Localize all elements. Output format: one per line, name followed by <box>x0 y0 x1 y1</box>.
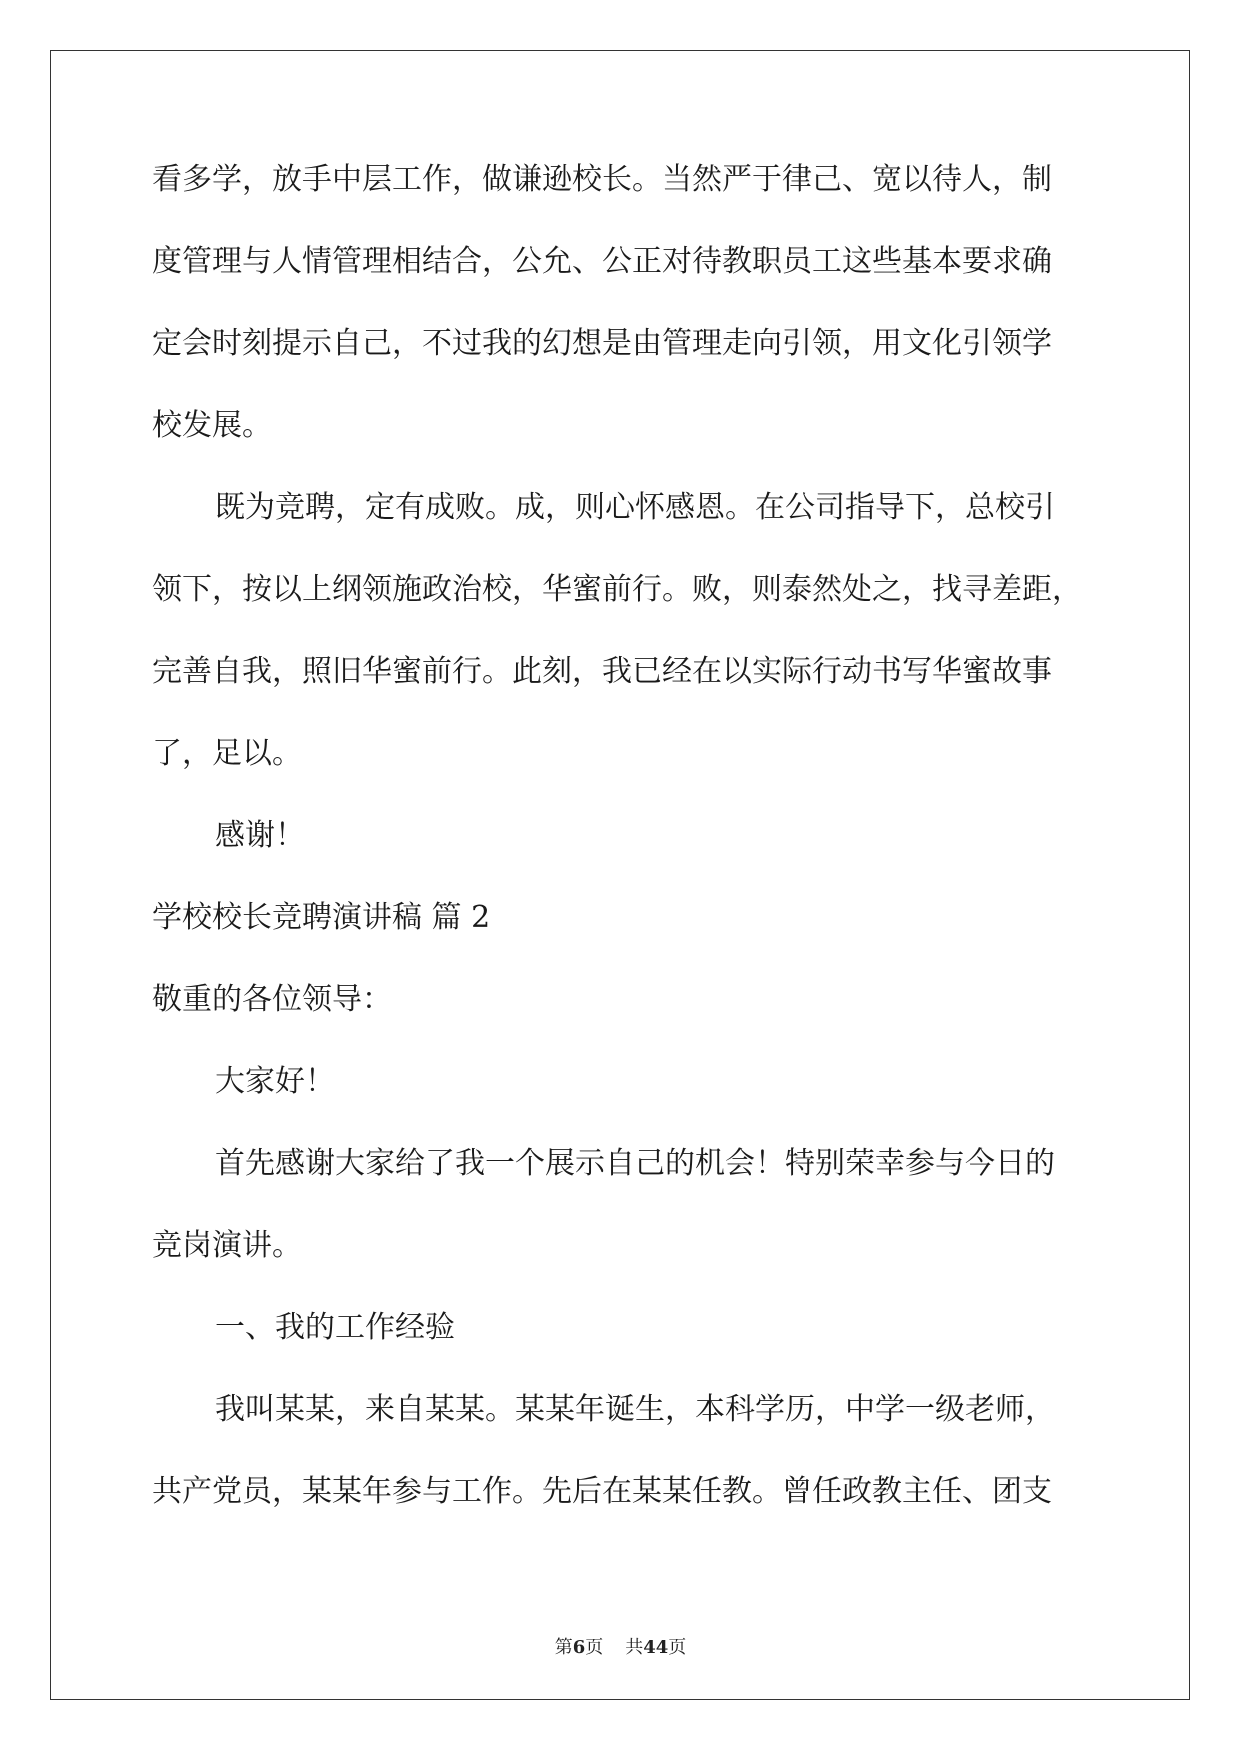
text-line: 领下，按以上纲领施政治校，华蜜前行。败，则泰然处之，找寻差距， <box>152 572 1082 607</box>
text-line: 校发展。 <box>152 408 272 443</box>
closing-thanks: 感谢！ <box>215 818 305 853</box>
page-border <box>50 50 1190 1700</box>
text-line: 竞岗演讲。 <box>152 1228 302 1263</box>
text-line: 度管理与人情管理相结合，公允、公正对待教职员工这些基本要求确 <box>152 244 1052 279</box>
footer-total-pages: 44 <box>643 1637 669 1658</box>
footer-page-suffix: 页 <box>585 1637 604 1658</box>
footer-page-number: 6 <box>572 1637 586 1658</box>
footer-total-prefix: 共 <box>625 1637 644 1658</box>
section-title: 学校校长竞聘演讲稿 篇 2 <box>152 900 491 935</box>
footer-total-suffix: 页 <box>668 1637 687 1658</box>
page-footer <box>0 1636 1241 1660</box>
text-line: 定会时刻提示自己，不过我的幻想是由管理走向引领，用文化引领学 <box>152 326 1052 361</box>
text-line: 看多学，放手中层工作，做谦逊校长。当然严于律己、宽以待人，制 <box>152 162 1052 197</box>
paragraph-start-line: 既为竞聘，定有成败。成，则心怀感恩。在公司指导下，总校引 <box>215 490 1055 525</box>
paragraph-start-line: 首先感谢大家给了我一个展示自己的机会！特别荣幸参与今日的 <box>215 1146 1055 1181</box>
text-line: 完善自我，照旧华蜜前行。此刻，我已经在以实际行动书写华蜜故事 <box>152 654 1052 689</box>
paragraph-start-line: 我叫某某，来自某某。某某年诞生，本科学历，中学一级老师， <box>215 1392 1055 1427</box>
subsection-heading: 一、我的工作经验 <box>215 1310 455 1345</box>
text-line: 共产党员，某某年参与工作。先后在某某任教。曾任政教主任、团支 <box>152 1474 1052 1509</box>
text-line: 了，足以。 <box>152 736 302 771</box>
greeting: 大家好！ <box>215 1064 335 1099</box>
salutation: 敬重的各位领导： <box>152 982 392 1017</box>
footer-prefix: 第 <box>554 1637 573 1658</box>
